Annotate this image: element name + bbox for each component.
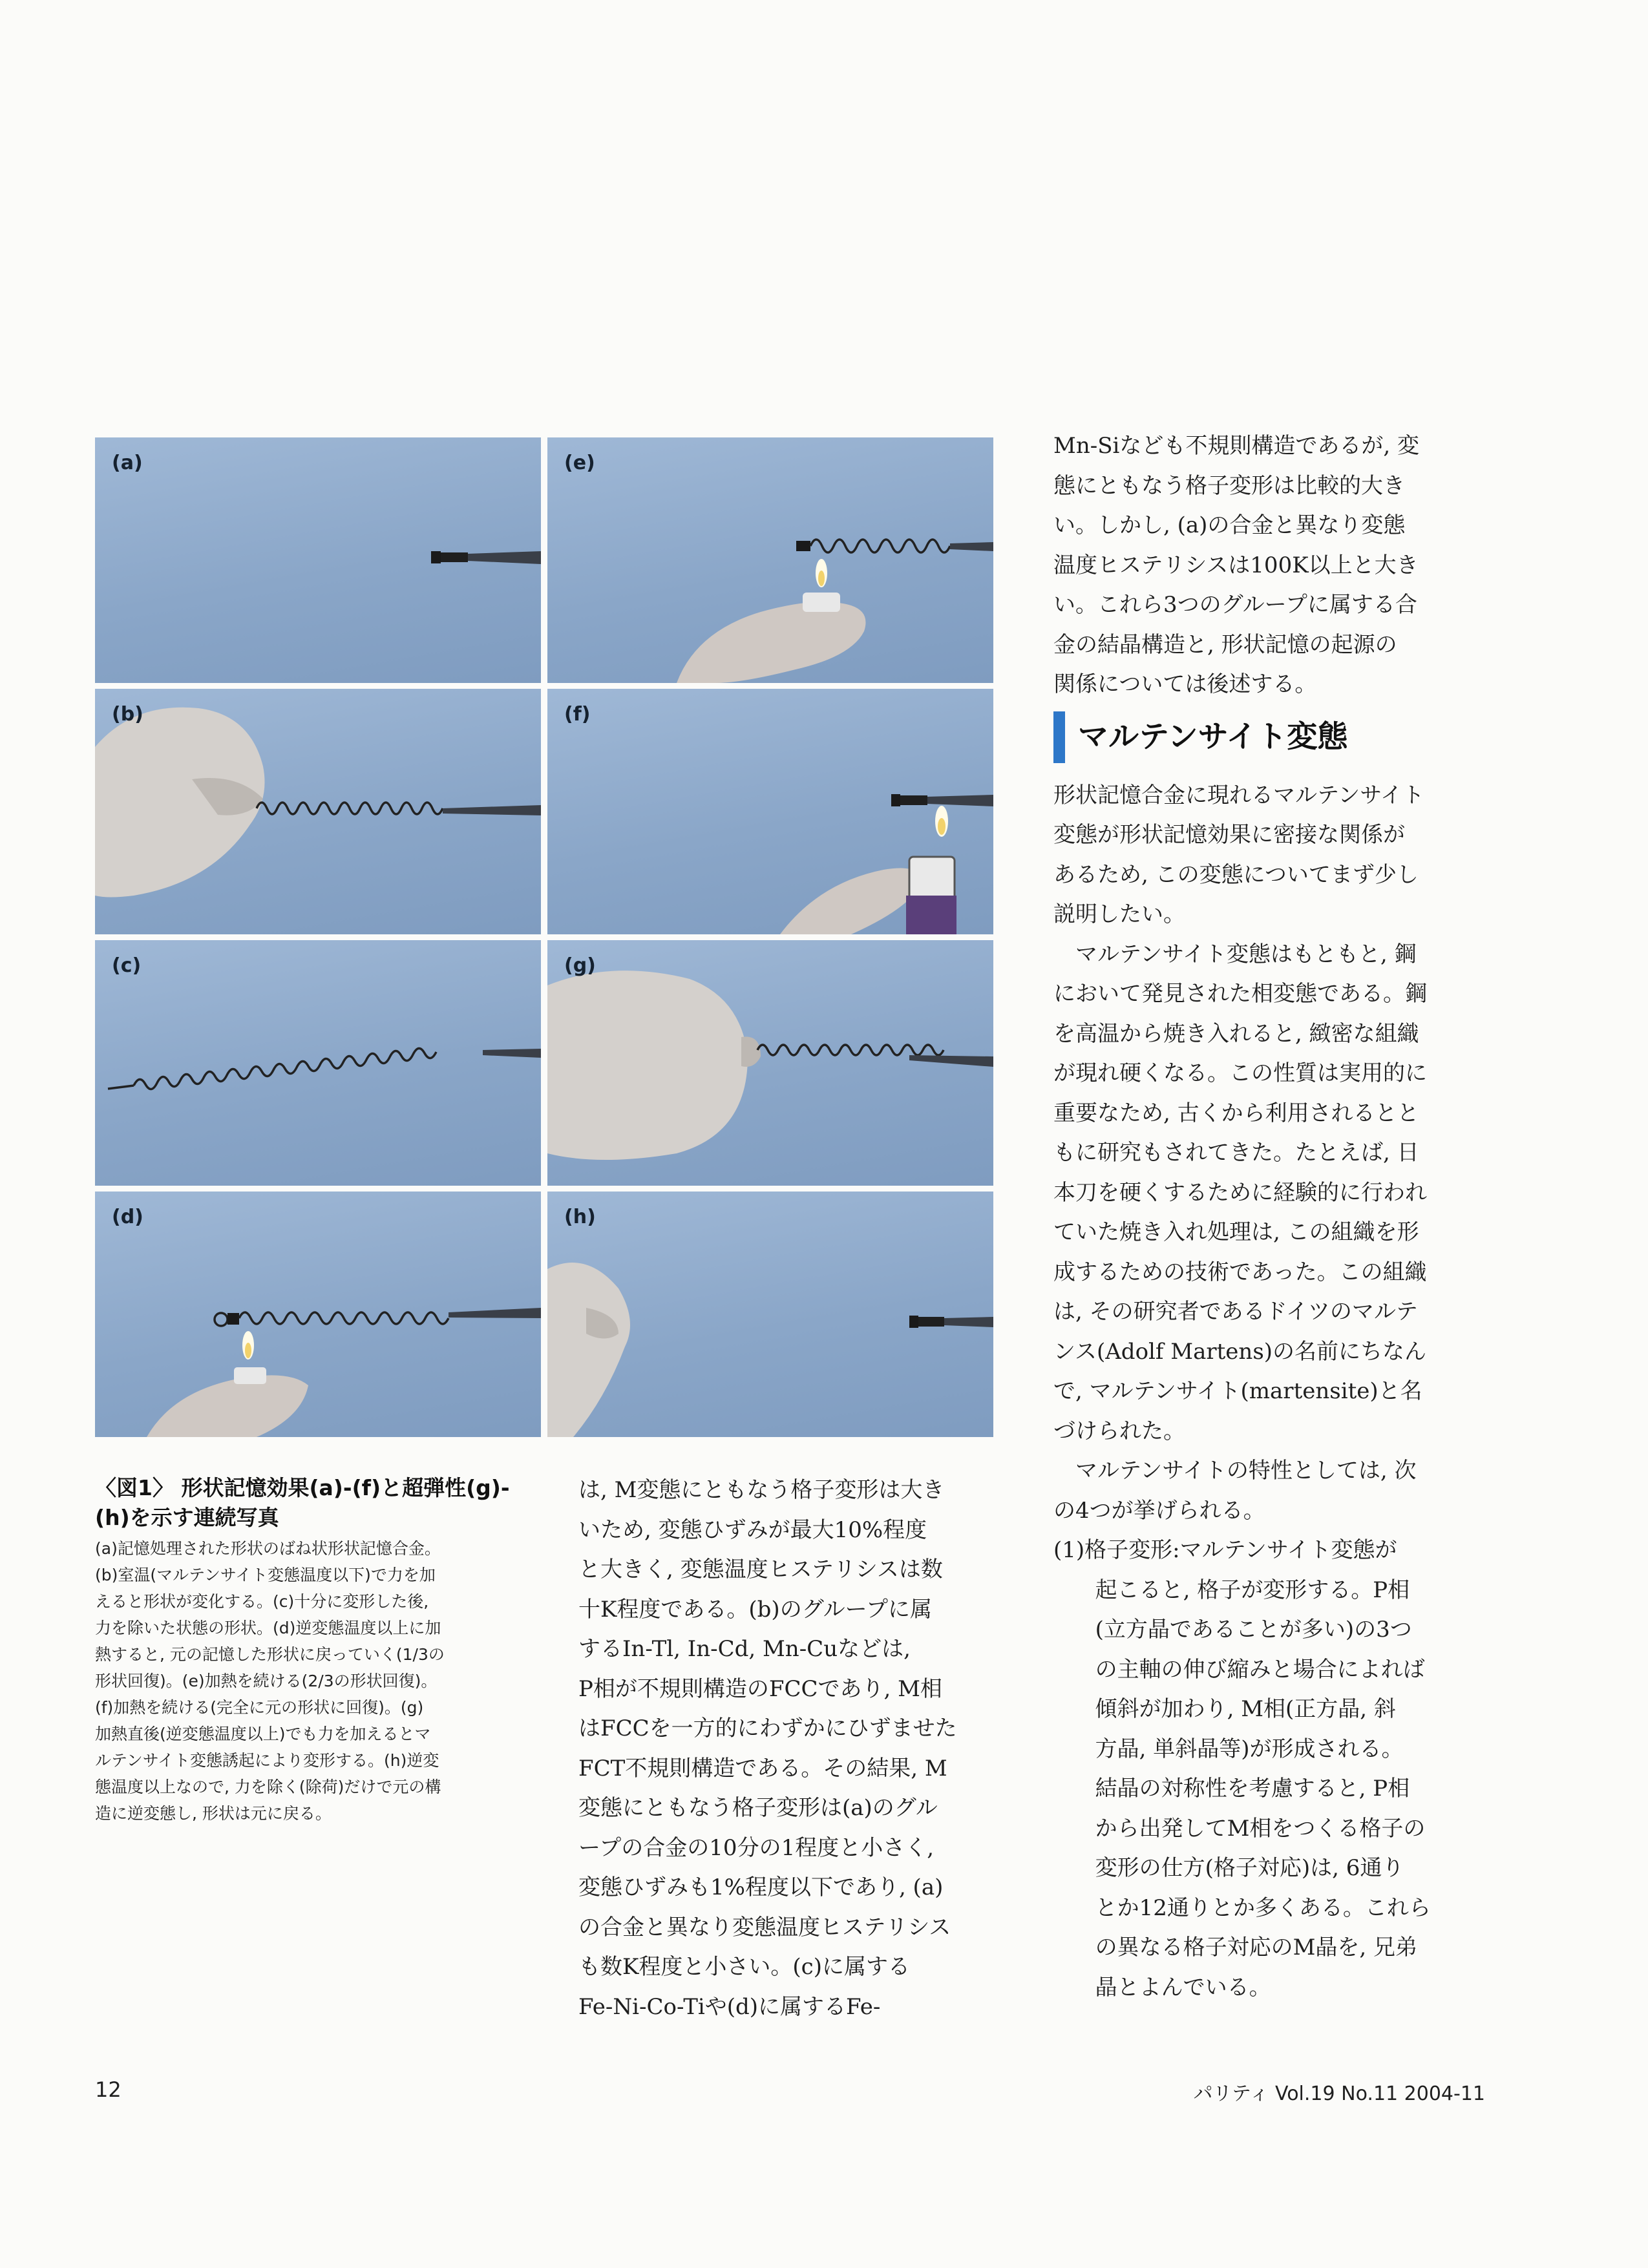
body-line: の主軸の伸び縮みと場合によれば [1095, 1656, 1425, 1683]
panel-label-b: (b) [112, 703, 143, 726]
figure-caption-title: 〈図1〉 形状記憶効果(a)-(f)と超弾性(g)-(h)を示す連続写真 [95, 1475, 510, 1530]
body-line: 関係については後述する。 [1053, 671, 1317, 697]
middle-column-text [578, 1471, 1024, 2027]
caption-line: 力を除いた状態の形状。(d)逆変態温度以上に加 [95, 1619, 441, 1637]
list-item-1 [1053, 1531, 1499, 2008]
caption-line: 形状回復)。(e)加熱を続ける(2/3の形状回復)。 [95, 1672, 438, 1690]
body-line: 結晶の対称性を考慮すると, P相 [1095, 1776, 1410, 1801]
photo-d-image [95, 1192, 541, 1437]
caption-line: (f)加熱を続ける(完全に元の形状に回復)。(g) [95, 1698, 424, 1717]
body-line: とか12通りとか多くある。これら [1095, 1895, 1431, 1921]
paragraph-1 [1053, 776, 1499, 935]
figure-caption [95, 1473, 522, 1827]
body-line: の合金と異なり変態温度ヒステリシス [578, 1914, 951, 1940]
body-line: 本刀を硬くするために経験的に行われ [1053, 1179, 1427, 1206]
body-line: を高温から焼き入れると, 緻密な組織 [1053, 1020, 1419, 1047]
photo-panel-e [547, 437, 993, 683]
photo-panel-a [95, 437, 541, 683]
body-line: ンス(Adolf Martens)の名前にちなん [1053, 1338, 1427, 1365]
paragraph-2 [1053, 935, 1499, 1452]
body-line: (立方晶であることが多い)の3つ [1095, 1617, 1412, 1643]
body-line: で, マルテンサイト(martensite)と名 [1053, 1378, 1422, 1404]
panel-label-a: (a) [112, 452, 143, 474]
body-line: ープの合金の10分の1程度と小さく, [578, 1834, 935, 1861]
photo-e-image [547, 437, 993, 683]
body-line: 晶とよんでいる。 [1095, 1974, 1271, 2000]
photo-panel-f [547, 689, 993, 934]
panel-label-f: (f) [564, 703, 591, 726]
figure-photo-grid [95, 437, 993, 1438]
body-line: P相が不規則構造のFCCであり, M相 [578, 1675, 942, 1702]
body-line: はFCCを一方的にわずかにひずませた [578, 1716, 957, 1741]
body-line: 変態にともなう格子変形は(a)のグル [578, 1795, 938, 1821]
panel-label-g: (g) [564, 954, 596, 977]
photo-panel-b [95, 689, 541, 934]
caption-line: えると形状が変化する。(c)十分に変形した後, [95, 1592, 429, 1611]
body-line: 変態ひずみも1%程度以下であり, (a) [578, 1874, 944, 1900]
photo-panel-h [547, 1192, 993, 1437]
photo-panel-c [95, 940, 541, 1186]
body-line: 方晶, 単斜晶等)が形成される。 [1095, 1736, 1404, 1762]
caption-line: ルテンサイト変態誘起により変形する。(h)逆変 [95, 1751, 439, 1770]
body-line: Mn-Siなども不規則構造であるが, 変 [1053, 433, 1419, 459]
body-line: 説明したい。 [1053, 901, 1185, 927]
photo-c-image [95, 940, 541, 1186]
photo-h-image [547, 1192, 993, 1437]
body-line: は, M変態にともなう格子変形は大き [578, 1477, 945, 1503]
body-line: するIn-Tl, In-Cd, Mn-Cuなどは, [578, 1636, 911, 1662]
body-line: 変態が形状記憶効果に密接な関係が [1053, 822, 1405, 848]
body-line: 傾斜が加わり, M相(正方晶, 斜 [1095, 1696, 1396, 1722]
page-number: 12 [95, 2077, 121, 2102]
figure-caption-body [95, 1535, 522, 1827]
body-line: から出発してM相をつくる格子の [1095, 1815, 1426, 1842]
caption-line: 熱すると, 元の記憶した形状に戻っていく(1/3の [95, 1645, 445, 1664]
body-line: いため, 変態ひずみが最大10%程度 [578, 1517, 927, 1543]
panel-label-d: (d) [112, 1206, 143, 1228]
body-line: 形状記憶合金に現れるマルテンサイト [1053, 782, 1424, 808]
body-line: は, その研究者であるドイツのマルテ [1053, 1299, 1418, 1325]
body-line: 十K程度である。(b)のグループに属 [578, 1596, 932, 1622]
body-line: 成するための技術であった。この組織 [1053, 1259, 1427, 1285]
body-line: い。しかし, (a)の合金と異なり変態 [1053, 512, 1406, 538]
caption-line: 造に逆変態し, 形状は元に戻る。 [95, 1804, 332, 1823]
body-line: 起こると, 格子が変形する。P相 [1095, 1577, 1410, 1603]
journal-footer: パリティ Vol.19 No.11 2004-11 [1193, 2083, 1485, 2105]
body-line: (1)格子変形:マルテンサイト変態が [1053, 1537, 1397, 1563]
photo-b-image [95, 689, 541, 934]
section-heading: マルテンサイト変態 [1053, 711, 1499, 763]
body-line: の異なる格子対応のM晶を, 兄弟 [1095, 1935, 1418, 1960]
body-line: Fe-Ni-Co-Tiや(d)に属するFe- [578, 1993, 881, 2020]
body-line: が現れ硬くなる。この性質は実用的に [1053, 1060, 1427, 1086]
body-line: 重要なため, 古くから利用されるとと [1053, 1100, 1419, 1126]
body-line: FCT不規則構造である。その結果, M [578, 1755, 947, 1781]
body-line: において発見された相変態である。鋼 [1053, 981, 1427, 1007]
body-line: もに研究もされてきた。たとえば, 日 [1053, 1140, 1419, 1166]
right-column-text [1053, 426, 1499, 2008]
body-line: と大きく, 変態温度ヒステリシスは数 [578, 1557, 943, 1582]
body-line: あるため, この変態についてまず少し [1053, 861, 1419, 888]
panel-label-e: (e) [564, 452, 595, 474]
photo-a-image [95, 437, 541, 683]
body-line: づけられた。 [1053, 1418, 1185, 1444]
body-line: の4つが挙げられる。 [1053, 1497, 1265, 1524]
body-line: マルテンサイトの特性としては, 次 [1075, 1458, 1417, 1484]
paragraph-3 [1053, 1451, 1499, 1531]
caption-line: (a)記憶処理された形状のばね状形状記憶合金。 [95, 1539, 441, 1558]
photo-f-image [547, 689, 993, 934]
body-line: も数K程度と小さい。(c)に属する [578, 1954, 910, 1980]
photo-panel-g [547, 940, 993, 1186]
caption-line: 態温度以上なので, 力を除く(除荷)だけで元の構 [95, 1778, 441, 1796]
intro-paragraph [1053, 426, 1499, 705]
panel-label-h: (h) [564, 1206, 596, 1228]
caption-line: 加熱直後(逆変態温度以上)でも力を加えるとマ [95, 1725, 431, 1743]
caption-line: (b)室温(マルテンサイト変態温度以下)で力を加 [95, 1566, 436, 1584]
body-line: マルテンサイト変態はもともと, 鋼 [1075, 941, 1417, 967]
body-line: 変形の仕方(格子対応)は, 6通り [1095, 1855, 1404, 1881]
body-line: い。これら3つのグループに属する合 [1053, 592, 1417, 618]
body-line: 態にともなう格子変形は比較的大き [1053, 472, 1405, 499]
body-line: 金の結晶構造と, 形状記憶の起源の [1053, 631, 1397, 658]
photo-g-image [547, 940, 993, 1186]
body-line: 温度ヒステリシスは100K以上と大き [1053, 552, 1419, 578]
panel-label-c: (c) [112, 954, 142, 977]
body-line: ていた焼き入れ処理は, この組織を形 [1053, 1219, 1419, 1245]
photo-panel-d [95, 1192, 541, 1437]
